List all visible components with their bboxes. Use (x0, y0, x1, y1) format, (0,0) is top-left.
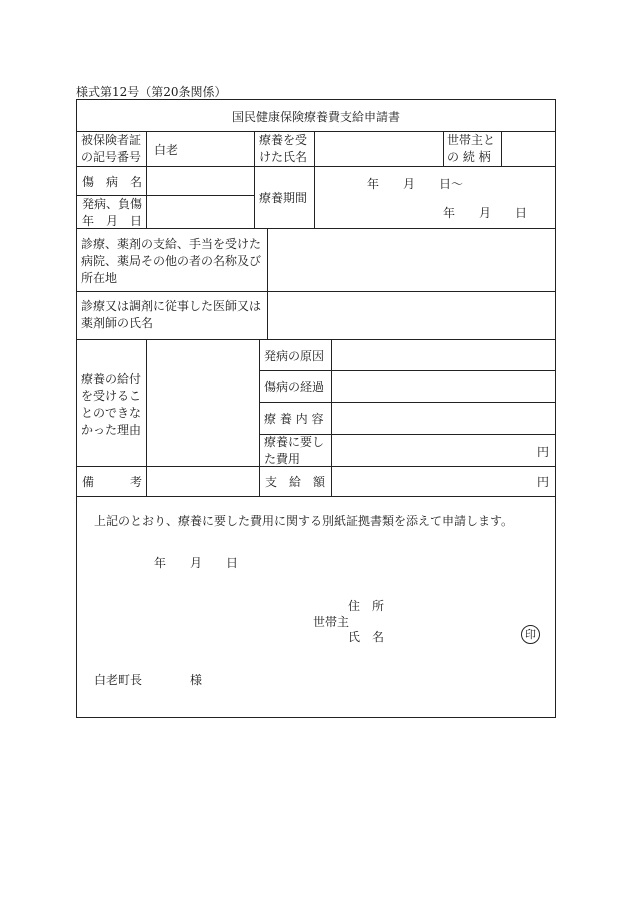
addressee: 白老町長 様 (94, 673, 203, 687)
cost-unit: 円 (537, 445, 550, 459)
remarks-label: 備 考 (82, 475, 143, 489)
divider (76, 228, 556, 229)
onset-date-label: 発病、負傷 年 月 日 (82, 197, 143, 228)
insured-id-value[interactable]: 白老 (154, 143, 179, 157)
householder-label: 世帯主 (313, 615, 350, 629)
treatment-content-label: 療 養 内 容 (264, 412, 324, 426)
divider (259, 339, 260, 496)
doctor-label: 診療又は調剤に従事した医師又は 薬剤師の氏名 (81, 299, 262, 330)
cost-label: 療養に要し た費用 (264, 435, 325, 466)
form-title: 国民健康保険療養費支給申請書 (231, 110, 400, 124)
divider (501, 131, 502, 166)
seal-mark: 印 (521, 625, 540, 644)
divider (76, 339, 556, 340)
provider-label: 診療、薬剤の支給、手当を受けた 病院、薬局その他の者の名称及び 所在地 (81, 237, 262, 285)
reason-label: 療養の給付 を受けるこ とのできな かった理由 (81, 372, 142, 437)
insured-id-label: 被保険者証 の記号番号 (81, 133, 142, 164)
name-label: 氏 名 (348, 630, 385, 644)
divider (76, 166, 556, 167)
disease-name-label: 傷 病 名 (82, 175, 143, 189)
divider (259, 370, 556, 371)
divider (146, 131, 147, 228)
divider (314, 131, 315, 228)
divider (76, 496, 556, 497)
divider (254, 131, 255, 228)
period-to-date[interactable]: 年 月 日 (443, 206, 528, 220)
divider (331, 339, 332, 496)
course-label: 傷病の経過 (264, 380, 325, 394)
treatment-period-label: 療養期間 (259, 191, 308, 205)
divider (259, 402, 556, 403)
divider (267, 228, 268, 339)
address-label: 住 所 (348, 599, 385, 613)
divider (443, 131, 444, 166)
declaration-text: 上記のとおり、療養に要した費用に関する別紙証拠書類を添えて申請します。 (94, 514, 514, 528)
payment-unit: 円 (537, 475, 550, 489)
application-date[interactable]: 年 月 日 (154, 556, 239, 570)
period-from-date[interactable]: 年 月 日～ (367, 177, 464, 191)
form-number: 様式第12号（第20条関係） (76, 85, 227, 99)
divider (76, 291, 556, 292)
cause-label: 発病の原因 (264, 349, 325, 363)
relationship-label: 世帯主と の 続 柄 (447, 133, 496, 164)
divider (146, 339, 147, 496)
patient-name-label: 療養を受 けた氏名 (259, 133, 308, 164)
payment-amount-label: 支 給 額 (265, 475, 326, 489)
